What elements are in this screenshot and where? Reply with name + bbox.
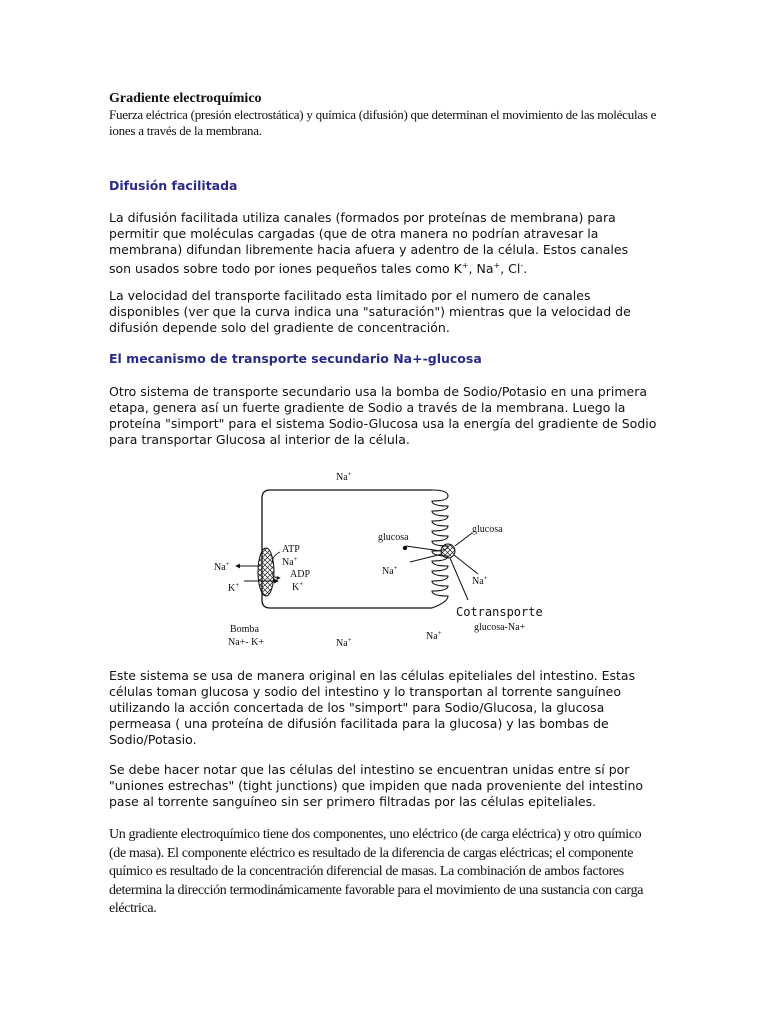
- epitelio-para-1: [109, 668, 661, 748]
- componentes-text: Un gradiente electroquímico tiene dos componentes, uno eléctrico (de carga eléctrica) y otro químico (de masa). El componente eléctrico es resultado de la diferencia de cargas eléctricas; el componente químico es resultado de la concentración diferencial de masas. La combinación de ambos factores determina la dirección termodinámicamente favorable para el movimiento de una sustancia con carga eléctrica.: [109, 827, 644, 916]
- cotransport-diagram: [200, 460, 560, 660]
- difusion-heading: Difusión facilitada: [109, 178, 238, 193]
- componentes-para: [109, 826, 661, 919]
- adp-label: ADP: [290, 569, 311, 580]
- atp-label: ATP: [282, 544, 300, 555]
- difusion-section: [109, 178, 664, 194]
- svg-text:Na+: Na+: [472, 574, 488, 587]
- difusion-para-2-text: La velocidad del transporte facilitado esta limitado por el numero de canales disponibles (ver que la curva indica una "saturación") mientras que la velocidad de difusión depende solo del gradiente de concentración.: [109, 288, 631, 335]
- svg-text:Na+: Na+: [214, 560, 230, 573]
- svg-text:Na+: Na+: [426, 629, 442, 642]
- difusion-para-1-text: La difusión facilitada utiliza canales (formados por proteínas de membrana) para permitir que moléculas cargadas (que de otra manera no podrían atravesar la membrana) difundan libremente hacia afuera y adentro de la célula. Estos canales son usados sobre todo por iones pequeños tales como K: [109, 210, 629, 277]
- mecanismo-para: [109, 384, 659, 448]
- svg-text:Na+: Na+: [336, 636, 352, 649]
- svg-text:Na+: Na+: [282, 555, 298, 568]
- gradiente-title: Gradiente electroquímico: [109, 91, 262, 106]
- glucosa-na-label: glucosa-Na+: [474, 622, 526, 633]
- glucosa-out-label: glucosa: [472, 524, 503, 535]
- svg-text:Na+: Na+: [336, 470, 352, 483]
- cotransporter-icon: [441, 544, 455, 558]
- svg-text:K+: K+: [228, 581, 240, 594]
- svg-text:K+: K+: [292, 580, 304, 593]
- bomba-label: Bomba: [230, 624, 259, 635]
- epitelio-para-1-text: Este sistema se usa de manera original en las células epiteliales del intestino. Estas células toman glucosa y sodio del intestino y lo transportan al torrente sanguíneo utilizando la acción concertada de los "simport" para Sodio/Glucosa, la glucosa permeasa ( una proteína de difusión facilitada para la glucosa) y las bombas de Sodio/Potasio.: [109, 668, 636, 747]
- svg-text:Na+: Na+: [382, 564, 398, 577]
- mecanismo-section: [109, 351, 664, 367]
- mecanismo-para-text: Otro sistema de transporte secundario usa la bomba de Sodio/Potasio en una primera etapa, genera así un fuerte gradiente de Sodio a través de la membrana. Luego la proteína "simport" para el sistema Sodio-Glucosa usa la energía del gradiente de Sodio para transportar Glucosa al interior de la célula.: [109, 384, 657, 447]
- mecanismo-heading: El mecanismo de transporte secundario Na+-glucosa: [109, 351, 482, 366]
- bomba-ions-label: Na+- K+: [228, 637, 264, 648]
- difusion-para-2: [109, 288, 664, 336]
- epitelio-para-2-text: Se debe hacer notar que las células del intestino se encuentran unidas entre sí por "uniones estrechas" (tight junctions) que impiden que nada proveniente del intestino pase al torrente sanguíneo sin ser primero filtradas por las células epiteliales.: [109, 762, 644, 809]
- epitelio-para-2: [109, 762, 657, 810]
- glucosa-in-label: glucosa: [378, 532, 409, 543]
- gradiente-section: [109, 91, 664, 139]
- gradiente-definition: Fuerza eléctrica (presión electrostática) y química (difusión) que determinan el movimiento de las moléculas e iones a través de la membrana.: [109, 107, 657, 138]
- cotransporte-label: Cotransporte: [456, 605, 543, 619]
- difusion-para-1: La difusión facilitada utiliza canales (formados por proteínas de membrana) para permitir que moléculas cargadas (que de otra manera no podrían atravesar la membrana) difundan libremente hacia afuera y adentro de la célula. Estos canales son usados sobre todo por iones pequeños tales como K+, Na+, Cl-.: [109, 210, 629, 277]
